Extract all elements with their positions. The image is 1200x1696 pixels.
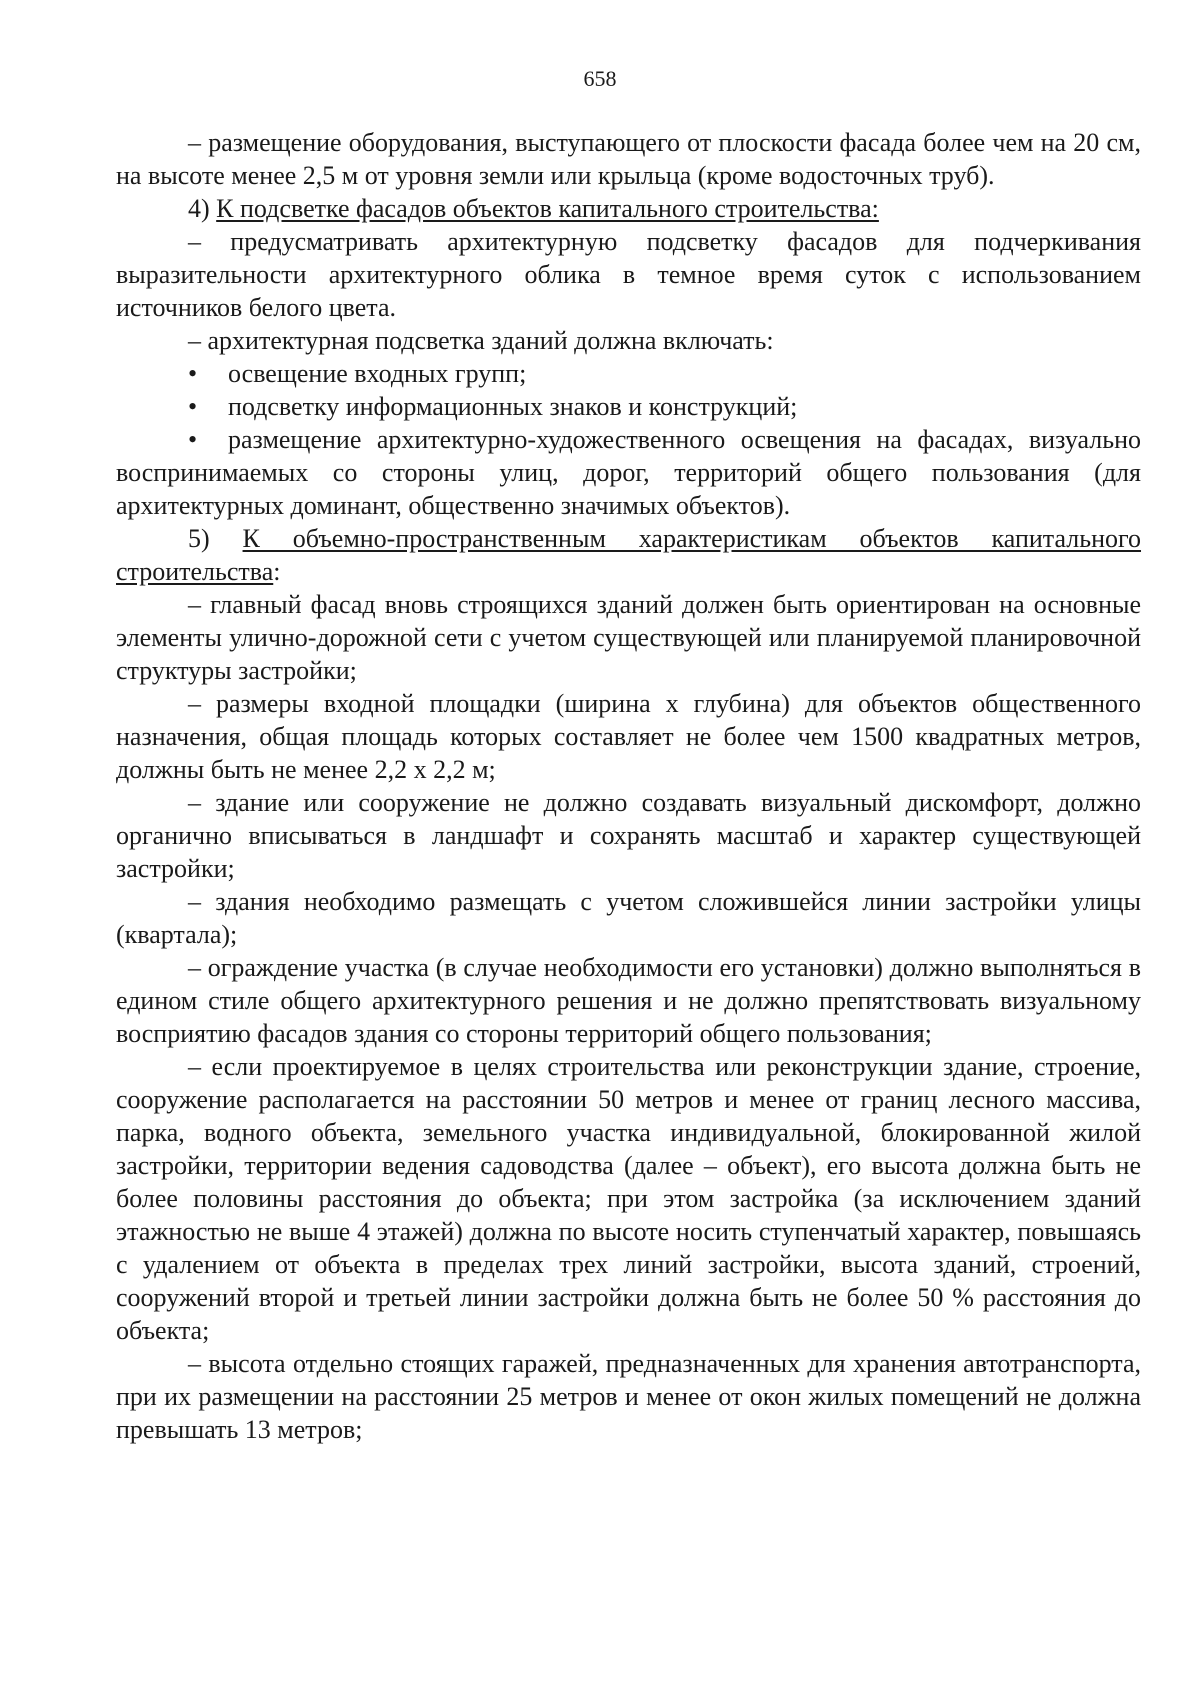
section-number-4: 4) <box>188 194 210 223</box>
section-heading-4 <box>116 192 1141 225</box>
paragraph-building-line: – здания необходимо размещать с учетом сложившейся линии застройки улицы (квартала); <box>116 887 1141 949</box>
paragraph-equipment: – размещение оборудования, выступающего от плоскости фасада более чем на 20 см, на высоте менее 2,5 м от уровня земли или крыльца (кроме водосточных труб). <box>116 128 1141 190</box>
paragraph-lighting-include: – архитектурная подсветка зданий должна включать: <box>188 326 774 355</box>
section-number-5: 5) <box>188 524 210 553</box>
paragraph-height-limit: – если проектируемое в целях строительства или реконструкции здание, строение, сооружение располагается на расстоянии 50 метров и менее от границ лесного массива, парка, водного объекта, земельного участка индивидуальной, блокированной жилой застройки, территории ведения садоводства (далее – объект), его высота должна быть не более половины расстояния до объекта; при этом застройка (за исключением зданий этажностью не выше 4 этажей) должна по высоте носить ступенчатый характер, повышаясь с удалением от объекта в пределах трех линий застройки, высота зданий, строений, сооружений второй и третьей линии застройки должна быть не более 50 % расстояния до объекта; <box>116 1052 1141 1345</box>
paragraph-entrance-size: – размеры входной площадки (ширина х глубина) для объектов общественного назначения, общая площадь которых составляет не более чем 1500 квадратных метров, должны быть не менее 2,2 х 2,2 м; <box>116 689 1141 784</box>
bullet-item <box>116 423 1141 522</box>
bullet-icon: • <box>188 425 198 454</box>
paragraph-lighting-provide: – предусматривать архитектурную подсветку фасадов для подчеркивания выразительности архитектурного облика в темное время суток с использованием источников белого цвета. <box>116 227 1141 322</box>
paragraph-main-facade: – главный фасад вновь строящихся зданий должен быть ориентирован на основные элементы улично-дорожной сети с учетом существующей или планируемой планировочной структуры застройки; <box>116 590 1141 685</box>
section-heading-5 <box>116 522 1141 588</box>
document-body <box>116 126 1141 1446</box>
bullet-icon: • <box>188 392 198 421</box>
bullet-item <box>116 357 1141 390</box>
paragraph-garage-height: – высота отдельно стоящих гаражей, предназначенных для хранения автотранспорта, при их размещении на расстоянии 25 метров и менее от окон жилых помещений не должна превышать 13 метров; <box>116 1349 1141 1444</box>
page-number: 658 <box>583 66 617 91</box>
bullet-text: подсветку информационных знаков и конструкций; <box>228 392 798 421</box>
section-title-4: К подсветке фасадов объектов капитального строительства: <box>216 194 879 223</box>
bullet-text: размещение архитектурно-художественного освещения на фасадах, визуально воспринимаемых со стороны улиц, дорог, территорий общего пользования (для архитектурных доминант, общественно значимых объектов). <box>116 425 1141 520</box>
paragraph-visual-comfort: – здание или сооружение не должно создавать визуальный дискомфорт, должно органично вписываться в ландшафт и сохранять масштаб и характер существующей застройки; <box>116 788 1141 883</box>
paragraph-fence: – ограждение участка (в случае необходимости его установки) должно выполняться в едином стиле общего архитектурного решения и не должно препятствовать визуальному восприятию фасадов здания со стороны территорий общего пользования; <box>116 953 1141 1048</box>
bullet-text: освещение входных групп; <box>228 359 527 388</box>
section-title-5-colon: : <box>273 557 281 586</box>
bullet-icon: • <box>188 359 198 388</box>
section-title-5: К объемно-пространственным характеристикам объектов капитального строительства <box>116 524 1142 586</box>
bullet-item <box>116 390 1141 423</box>
